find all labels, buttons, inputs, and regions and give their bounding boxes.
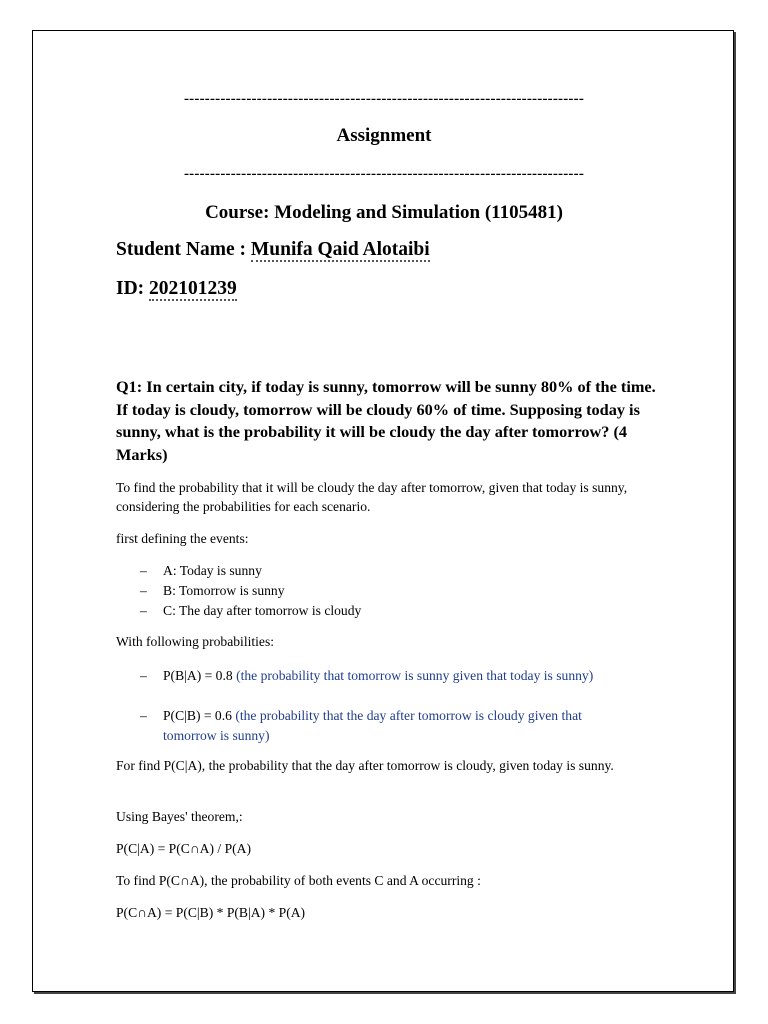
find-text: For find P(C|A), the probability that the day after tomorrow is cloudy, given today is sunny. — [116, 758, 614, 773]
bayes-intro: Using Bayes' theorem,: — [116, 809, 243, 824]
separator-top: ----------------------------------------------------------------------------- — [183, 91, 585, 107]
event-text: C: The day after tomorrow is cloudy — [163, 603, 362, 618]
prob-note: (the probability that tomorrow is sunny given that today is sunny) — [236, 668, 594, 683]
prob-formula: P(C|B) = 0.6 — [163, 708, 236, 723]
bullet-dash-icon: – — [140, 708, 147, 723]
bullet-dash-icon: – — [140, 563, 147, 578]
events-intro: first defining the events: — [116, 531, 249, 546]
student-name-value: Munifa Qaid Alotaibi — [250, 239, 430, 260]
bayes-formula: P(C|A) = P(C∩A) / P(A) — [116, 841, 252, 856]
event-text: A: Today is sunny — [163, 563, 262, 578]
student-id-label: ID: — [116, 278, 150, 299]
joint-intro: To find P(C∩A), the probability of both events C and A occurring : — [116, 873, 481, 888]
bullet-dash-icon: – — [140, 583, 147, 598]
prob-text — [163, 706, 633, 746]
bullet-dash-icon: – — [140, 603, 147, 618]
question-text: Q1: In certain city, if today is sunny, tomorrow will be sunny 80% of the time. If today is cloudy, tomorrow will be cloudy 60% of time. Supposing today is sunny, what is the probability it will be cloudy the day after tomorrow? (4 Marks) — [116, 377, 656, 464]
separator-bottom: ----------------------------------------------------------------------------- — [183, 166, 585, 182]
prob-note: (the probability that the day after tomorrow is cloudy given that tomorrow is sunny) — [163, 708, 582, 743]
student-id-line — [116, 278, 237, 300]
prob-text — [163, 666, 633, 686]
bullet-dash-icon: – — [140, 668, 147, 683]
course-heading: Course: Modeling and Simulation (1105481) — [205, 202, 563, 223]
document-title: Assignment — [336, 125, 432, 146]
joint-formula: P(C∩A) = P(C|B) * P(B|A) * P(A) — [116, 905, 306, 920]
event-text: B: Tomorrow is sunny — [163, 583, 285, 598]
answer-intro: To find the probability that it will be cloudy the day after tomorrow, given that today is sunny, considering the probabilities for each scenario. — [116, 480, 628, 514]
student-id-value: 202101239 — [149, 278, 237, 299]
student-name-line — [116, 239, 430, 261]
probs-intro: With following probabilities: — [116, 634, 275, 649]
student-name-label: Student Name : — [116, 239, 251, 260]
prob-formula: P(B|A) = 0.8 — [163, 668, 237, 683]
